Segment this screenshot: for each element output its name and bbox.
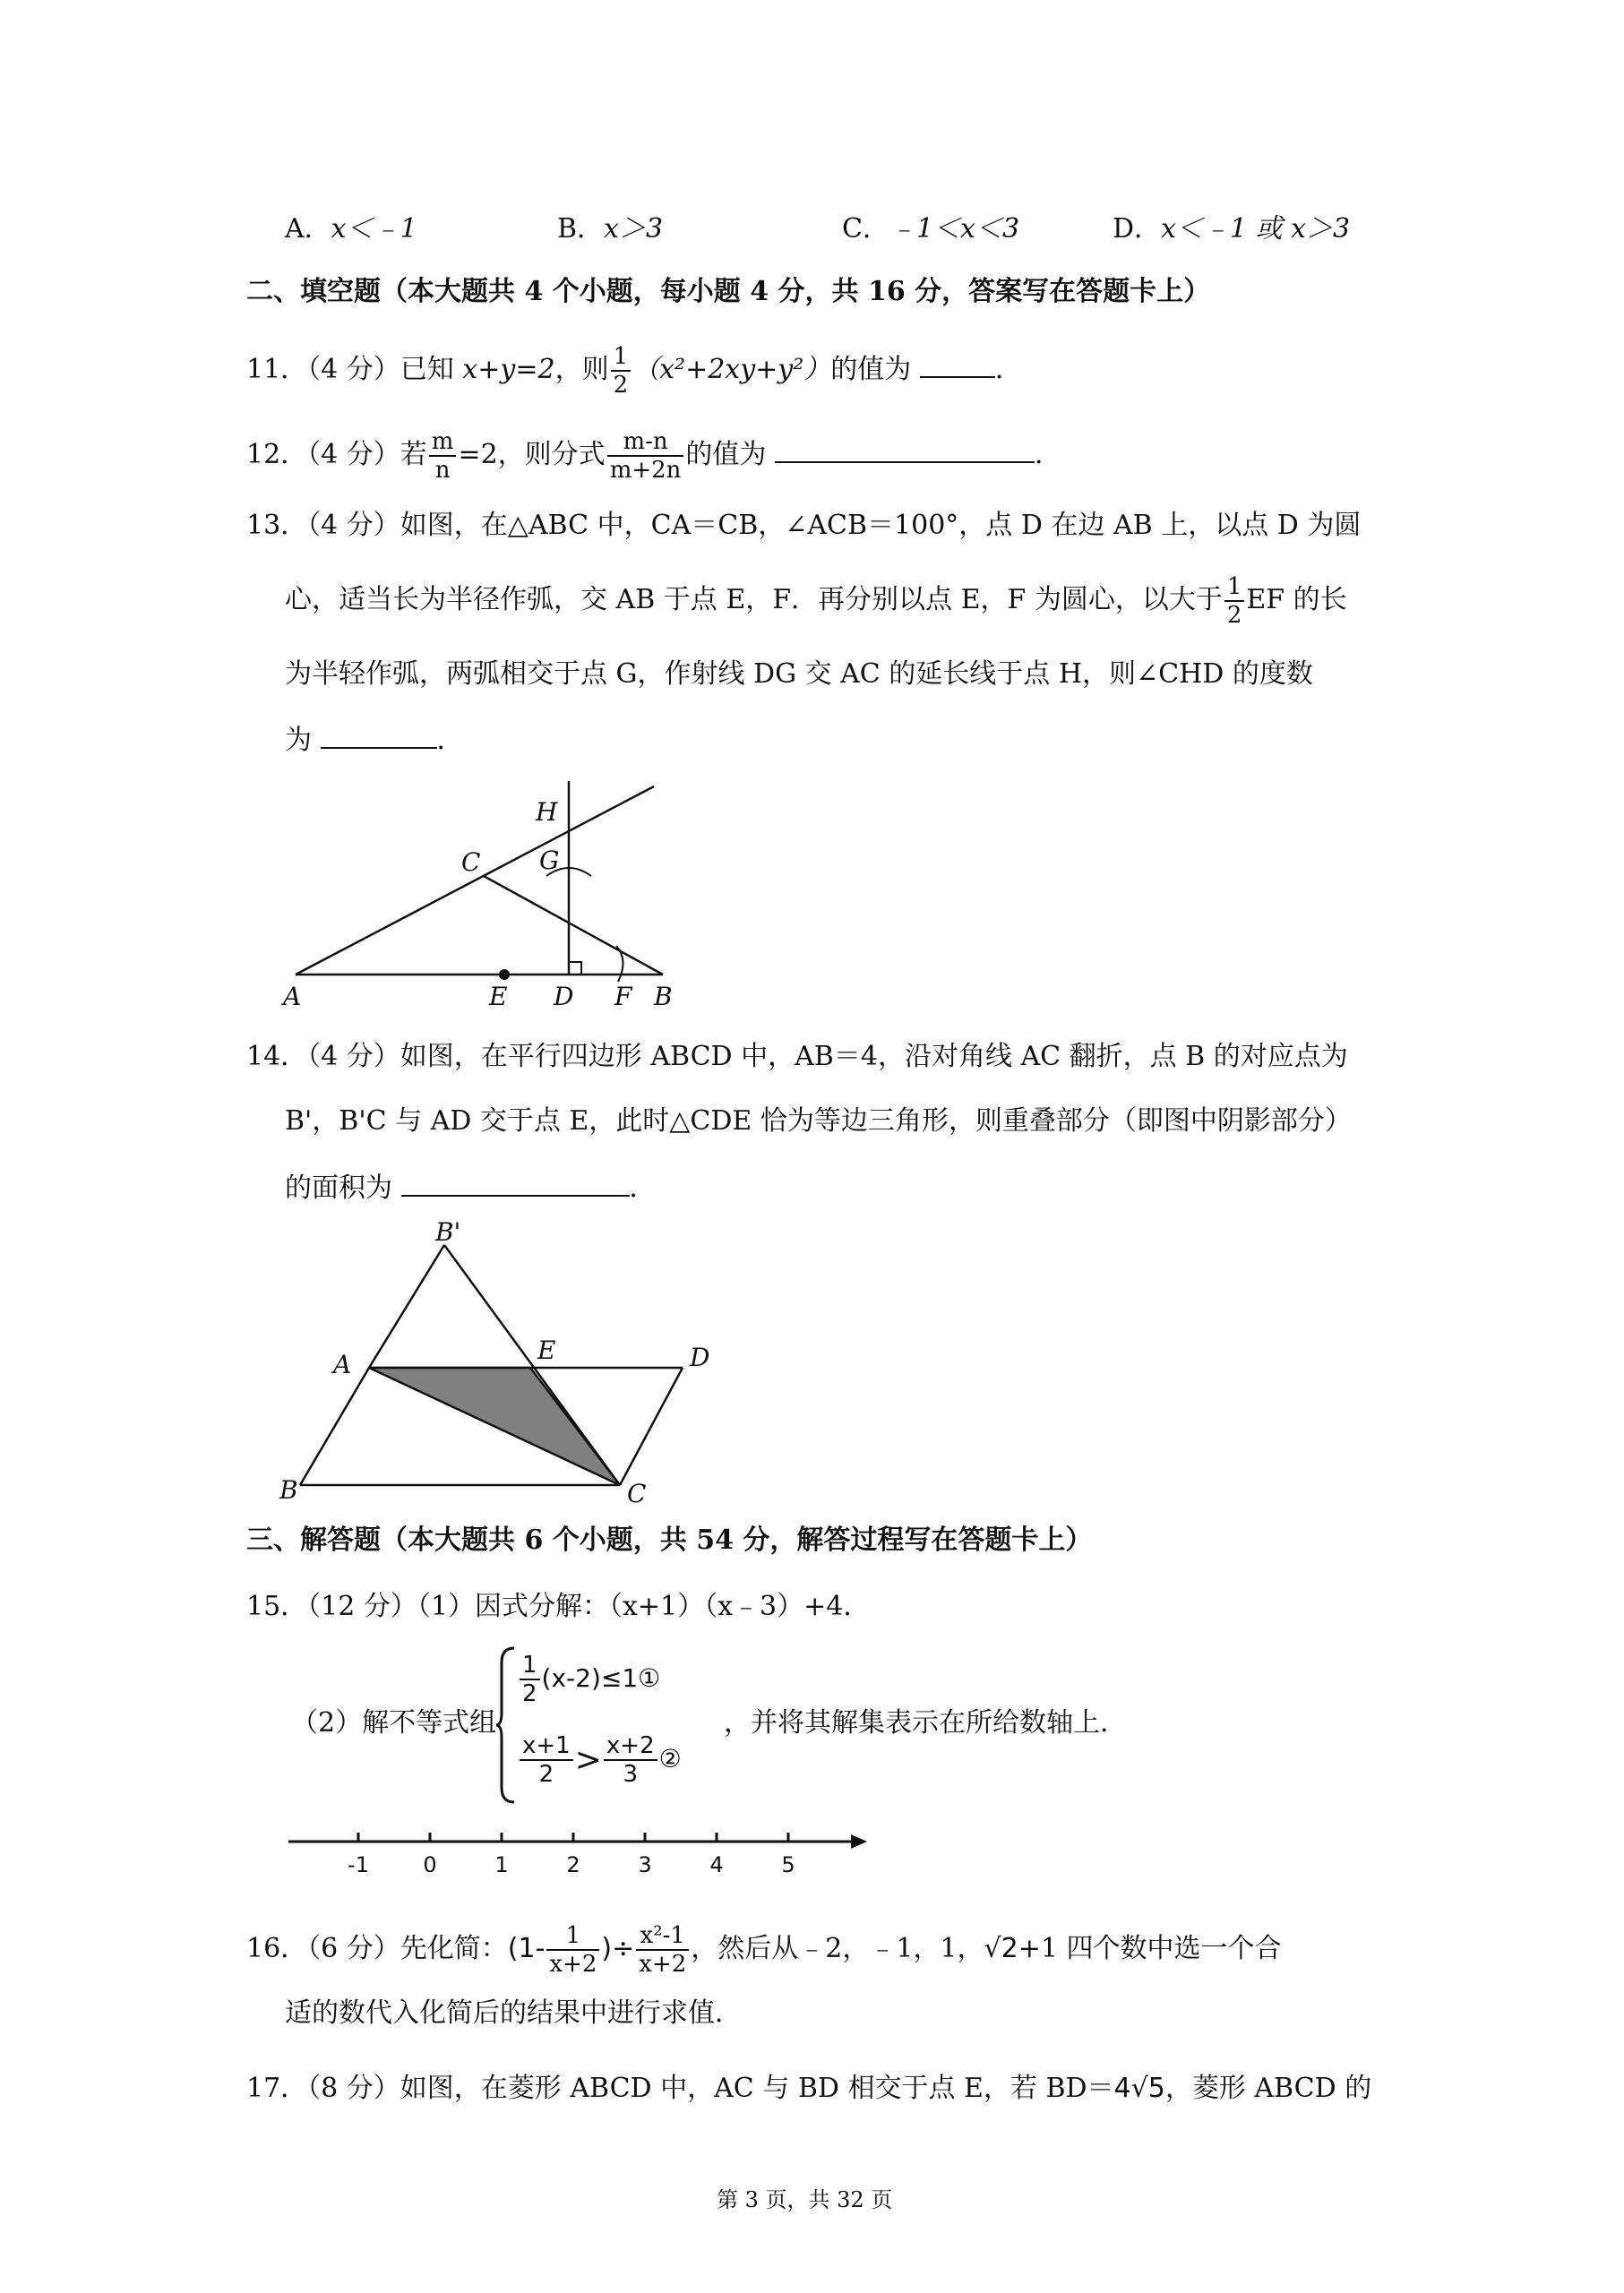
q16-rest-2: +1 四个数中选一个合 — [1018, 1933, 1282, 1964]
q16-fraction-2 — [636, 1922, 689, 1978]
number-line-tick-label: 1 — [494, 1852, 509, 1877]
question-17 — [246, 2071, 1371, 2107]
number-line-tick-label: 2 — [566, 1852, 580, 1877]
q13-frac-num: 1 — [1224, 573, 1245, 602]
q16-f1-den: x+2 — [549, 1951, 597, 1978]
q15-ineq2-d2: 3 — [623, 1761, 639, 1788]
q13-label-c: C — [461, 847, 481, 877]
q16-rest: ，然后从﹣2，﹣1，1， — [691, 1933, 984, 1964]
q15-ineq1-den: 2 — [522, 1680, 537, 1707]
q15-ineq2-d1: 2 — [538, 1761, 554, 1788]
q11-answer-blank[interactable] — [920, 351, 995, 378]
q16-f2-den: x+2 — [639, 1951, 687, 1978]
q17-value: 4√5 — [1113, 2073, 1165, 2104]
number-line-tick-label: 4 — [709, 1852, 724, 1877]
option-d-label: D． — [1113, 213, 1162, 245]
q15-ineq1-rest: (x-2)≤1① — [541, 1663, 661, 1693]
option-a — [285, 211, 417, 247]
option-d-text: x＜﹣1 或 x＞3 — [1161, 213, 1351, 245]
q13-label-f: F — [614, 982, 632, 1011]
number-line-tick-label: 0 — [423, 1852, 437, 1877]
q16-expr-a: (1- — [507, 1933, 546, 1964]
q15-ineq2-mark: ② — [658, 1744, 682, 1773]
q12-f1-num: m — [429, 428, 457, 457]
number-line-tick-label: -1 — [348, 1852, 369, 1877]
q13-label-h: H — [536, 797, 558, 827]
q14-answer-blank[interactable] — [401, 1170, 630, 1197]
q14-line-1: 14．（4 分）如图，在平行四边形 ABCD 中，AB＝4，沿对角线 AC 翻折，点 B 的对应点为 — [246, 1041, 1348, 1072]
q15-ineq2-fraction-1 — [520, 1732, 573, 1788]
question-12: 12．（4 分）若 $\frac{m}{n}$ =2，则分式 $\frac{m-n}{m+2n}$ 的值为 ． — [246, 428, 1061, 484]
q15-part2-suffix: ，并将其解集表示在所给数轴上． — [724, 1707, 1127, 1739]
q13-line-2a: 心，适当长为半径作弧，交 AB 于点 E，F．再分别以点 E，F 为圆心，以大于 — [285, 584, 1223, 615]
q11-suffix: 的值为 — [830, 354, 912, 385]
q14-shaded-triangle — [369, 1368, 620, 1485]
q13-line-3: 为半轻作弧，两弧相交于点 G，作射线 DG 交 AC 的延长线于点 H，则∠CHD 的度数 — [285, 658, 1313, 690]
q16-f1-num: 1 — [546, 1922, 599, 1951]
option-c-text: ﹣1＜x＜3 — [889, 213, 1020, 245]
q14-line-3-text: 的面积为 — [285, 1172, 392, 1204]
q15-system-brace — [494, 1645, 518, 1806]
q13-right-angle-mark — [569, 962, 581, 975]
q15-part2-prefix: （2）解不等式组 — [291, 1707, 497, 1739]
option-a-label: A． — [285, 213, 331, 245]
q11-prefix: 11．（4 分）已知 — [246, 354, 463, 385]
q15-line-1: 15．（12 分）（1）因式分解：（x+1）（x﹣3）+4． — [246, 1591, 871, 1622]
q13-line-4: 为 ． — [285, 722, 464, 759]
page-footer: 第 3 页，共 32 页 — [717, 2187, 893, 2212]
q12-answer-blank[interactable] — [775, 436, 1035, 463]
option-c — [842, 211, 1019, 247]
q13-line-4-text: 为 — [285, 725, 312, 756]
q13-answer-blank[interactable] — [321, 722, 437, 749]
q14-figure — [269, 1214, 735, 1509]
option-c-label: C． — [842, 213, 889, 245]
q11-condition: x+y=2 — [462, 354, 555, 385]
q13-fraction — [1224, 573, 1245, 629]
q16-expr-b: )÷ — [601, 1933, 635, 1964]
q13-point-e — [499, 969, 510, 980]
option-d — [1113, 211, 1350, 247]
question-16 — [246, 1922, 1282, 1978]
q11-expression: （x²+2xy+y²） — [632, 354, 831, 385]
q15-inequality-2 — [518, 1732, 682, 1788]
number-line-tick-label: 5 — [781, 1852, 795, 1877]
q16-sqrt: √2 — [984, 1933, 1018, 1964]
q16-f2-num: x²-1 — [636, 1922, 689, 1951]
q12-prefix: 12．（4 分）若 — [246, 439, 427, 470]
q17-suffix: ，菱形 ABCD 的 — [1164, 2073, 1372, 2104]
q13-figure — [278, 770, 681, 1012]
q13-label-g: G — [539, 846, 560, 875]
q12-mid: =2，则分式 — [458, 439, 606, 470]
q12-fraction-1 — [429, 428, 457, 484]
q15-ineq2-op: > — [574, 1741, 602, 1779]
section-2-title: 二、填空题（本大题共 4 个小题，每小题 4 分，共 16 分，答案写在答题卡上） — [246, 276, 1211, 307]
q12-suffix: 的值为 — [685, 439, 767, 470]
q15-ineq2-fraction-2 — [604, 1732, 657, 1788]
q13-line-1: 13．（4 分）如图，在△ABC 中，CA＝CB，∠ACB＝100°，点 D 在边 AB 上，以点 D 为圆 — [246, 510, 1362, 541]
q14-label-e: E — [537, 1335, 556, 1365]
q13-frac-den: 2 — [1226, 602, 1242, 629]
q13-segment-cb — [484, 876, 663, 975]
q16-prefix: 16．（6 分）先化简： — [246, 1933, 508, 1964]
option-b — [557, 211, 663, 247]
q16-fraction-1 — [546, 1922, 599, 1978]
number-line-arrow-icon — [851, 1834, 867, 1849]
option-a-text: x＜﹣1 — [331, 213, 417, 245]
q11-mid: ，则 — [554, 354, 609, 385]
q15-ineq1-num: 1 — [520, 1652, 540, 1680]
q13-label-e: E — [489, 982, 508, 1011]
q13-segment-ac-extended — [296, 786, 654, 975]
q14-label-d: D — [690, 1343, 710, 1372]
q15-number-line[interactable] — [287, 1818, 869, 1881]
q15-ineq1-fraction — [520, 1652, 540, 1707]
q12-f2-num: m-n — [607, 428, 684, 457]
q13-line-2b: EF 的长 — [1246, 584, 1347, 615]
q12-f2-den: m+2n — [609, 457, 682, 484]
q13-label-d: D — [554, 982, 574, 1011]
q14-segment-dc — [620, 1368, 683, 1485]
q11-frac-den: 2 — [613, 372, 629, 399]
q14-segment-ab — [300, 1368, 369, 1485]
q14-line-3: 的面积为 ． — [285, 1170, 657, 1207]
q15-ineq2-n2: x+2 — [604, 1732, 657, 1761]
q14-label-b: B — [279, 1475, 298, 1505]
number-line-tick-label: 3 — [638, 1852, 652, 1877]
question-11: 11．（4 分）已知 x+y=2，则 $\frac{1}{2}$ （x²+2xy+y²）的值为 ． — [246, 343, 1022, 399]
q12-fraction-2 — [607, 428, 684, 484]
q17-prefix: 17．（8 分）如图，在菱形 ABCD 中，AC 与 BD 相交于点 E，若 BD＝ — [246, 2073, 1114, 2104]
q13-line-2 — [285, 573, 1347, 629]
q14-line-2: B'，B'C 与 AD 交于点 E，此时△CDE 恰为等边三角形，则重叠部分（即图中阴影部分） — [285, 1105, 1352, 1137]
q15-ineq2-n1: x+1 — [520, 1732, 573, 1761]
q14-segment-ab-prime — [369, 1245, 444, 1368]
q13-label-b: B — [654, 982, 673, 1011]
q14-label-a: A — [333, 1350, 352, 1379]
q14-segment-b-prime-c — [444, 1245, 620, 1485]
q13-label-a: A — [283, 982, 302, 1011]
option-b-text: x＞3 — [604, 213, 664, 245]
q16-line-2: 适的数代入化简后的结果中进行求值． — [285, 1997, 742, 2029]
section-3-title: 三、解答题（本大题共 6 个小题，共 54 分，解答过程写在答题卡上） — [246, 1524, 1093, 1556]
q14-label-c: C — [627, 1479, 647, 1508]
q11-fraction — [611, 343, 632, 399]
q14-label-b-prime: B' — [435, 1217, 461, 1247]
q15-inequality-1 — [518, 1652, 660, 1707]
q12-f1-den: n — [434, 457, 451, 484]
q11-frac-num: 1 — [611, 343, 632, 372]
option-b-label: B． — [557, 213, 605, 245]
